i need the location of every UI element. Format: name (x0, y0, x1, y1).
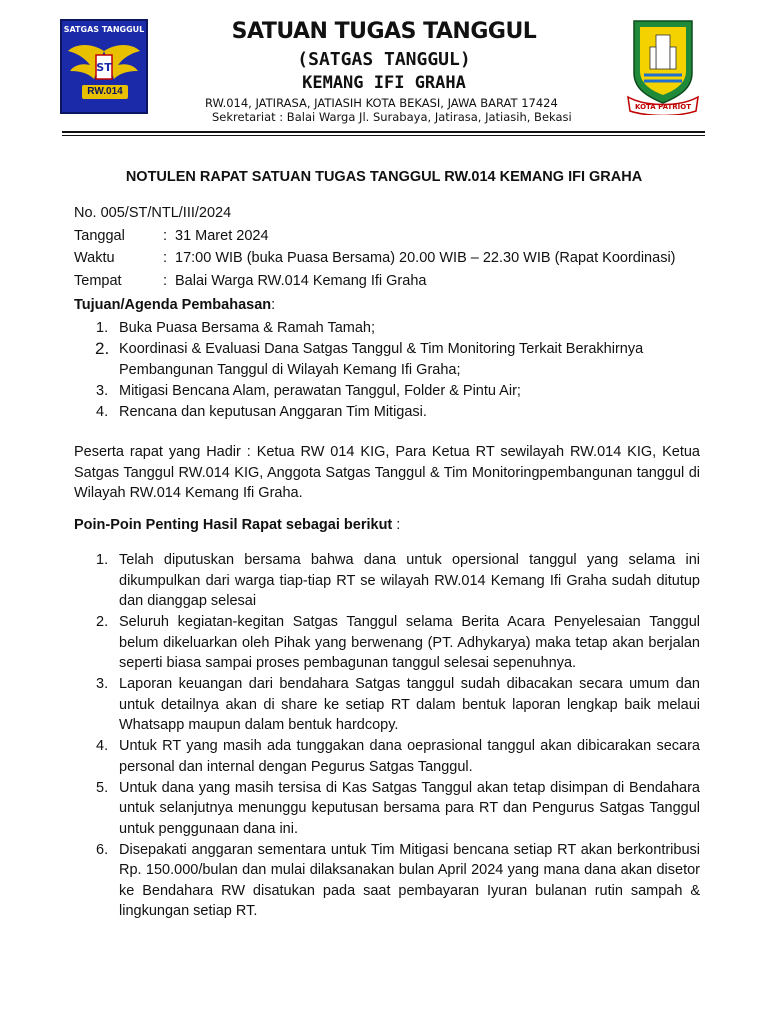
list-item (74, 381, 700, 402)
agenda-heading-text: Tujuan/Agenda Pembahasan (74, 297, 272, 313)
list-text: Koordinasi & Evaluasi Dana Satgas Tanggul & Tim Monitoring Terkait Berakhirnya Pembangunan Tanggul di Wilayah Kemang Ifi Graha; (119, 341, 644, 378)
list-number: 5. (96, 779, 109, 796)
meta-separator: : (163, 250, 168, 266)
meta-separator: : (163, 272, 168, 289)
list-text: Seluruh kegiatan-kegitan Satgas Tanggul selama Berita Acara Penyelesaian Tanggul belum dikeluarkan oleh Pihak yang berwenang (PT. Adhykarya) maka tetap akan berjalan seperti biasa sampai proses pembagunan tanggul selesai sepenuhnya. (119, 614, 700, 671)
list-number: 3. (96, 676, 109, 692)
list-number: 6. (96, 841, 109, 858)
letterhead-title: SATUAN TUGAS TANGGUL (231, 19, 537, 44)
letterhead-subtitle: (SATGAS TANGGUL) (297, 49, 471, 70)
list-number: 2. (96, 614, 109, 630)
meta-value: 17:00 WIB (buka Puasa Bersama) 20.00 WIB – 22.30 WIB (Rapat Koordinasi) (175, 250, 676, 266)
document-number: No. 005/ST/NTL/III/2024 (74, 205, 232, 221)
letterhead-secretariat: Sekretariat : Balai Warga Jl. Surabaya, Jatirasa, Jatiasih, Bekasi (212, 110, 572, 124)
points-heading-colon: : (392, 517, 401, 533)
letterhead-address: RW.014, JATIRASA, JATIASIH KOTA BEKASI, JAWA BARAT 17424 (205, 96, 558, 110)
agenda-heading-colon: : (271, 297, 276, 313)
list-item (74, 318, 700, 339)
participants-paragraph: Peserta rapat yang Hadir : Ketua RW 014 KIG, Para Ketua RT sewilayah RW.014 KIG, Ketua Satgas Tanggul RW.014 KIG, Anggota Satgas Tanggul & Tim Monitoringpembangunan tanggul di Wilayah RW.014 Kemang Ifi Graha. (74, 444, 700, 501)
points-heading-text: Poin-Poin Penting Hasil Rapat sebagai berikut (74, 517, 393, 533)
letterhead-divider (62, 131, 705, 133)
points-heading (74, 517, 400, 533)
list-item (74, 339, 700, 380)
meta-separator: : (163, 227, 168, 244)
svg-text:ST: ST (96, 61, 112, 74)
list-number: 1. (96, 552, 109, 568)
list-text: Rencana dan keputusan Anggaran Tim Mitigasi. (119, 403, 427, 420)
list-item (74, 550, 700, 612)
satgas-logo-label: SATGAS TANGGUL (63, 25, 145, 34)
list-item (74, 778, 700, 840)
letterhead-divider-thin (62, 135, 705, 136)
list-text: Untuk RT yang masih ada tunggakan dana oeprasional tanggul akan dibicarakan secara personal dan internal dengan Pegurus Satgas Tanggul. (119, 738, 700, 775)
list-number: 4. (96, 403, 109, 420)
list-item (74, 612, 700, 674)
meta-value: Balai Warga RW.014 Kemang Ifi Graha (175, 272, 427, 289)
list-text: Mitigasi Bencana Alam, perawatan Tanggul, Folder & Pintu Air; (119, 382, 521, 399)
list-number: 1. (96, 320, 109, 336)
meta-key: Tanggal (74, 227, 125, 244)
list-number: 2. (95, 339, 110, 358)
list-text: Laporan keuangan dari bendahara Satgas tanggul sudah dibacakan secara umum dan untuk detailnya akan di share ke setiap RT dalam bentuk laporan lengkap baik melaui Whatsapp maupun dalam bentuk hardcopy. (119, 676, 700, 733)
list-item (74, 402, 700, 423)
list-item (74, 674, 700, 736)
list-number: 3. (96, 382, 109, 399)
letterhead-organization: KEMANG IFI GRAHA (302, 73, 466, 93)
list-text: Untuk dana yang masih tersisa di Kas Satgas Tanggul akan tetap disimpan di Bendahara untuk selanjutnya menunggu keputusan bersama para RT dan Pengurus Satgas Tanggul untuk penggunaan dana ini. (119, 779, 700, 837)
list-number: 4. (96, 738, 109, 754)
points-list (74, 550, 700, 922)
agenda-list (74, 318, 700, 423)
list-text: Buka Puasa Bersama & Ramah Tamah; (119, 320, 376, 336)
agenda-heading (74, 297, 275, 313)
meta-key: Waktu (74, 250, 115, 266)
meta-value: 31 Maret 2024 (175, 227, 269, 244)
meta-key: Tempat (74, 272, 122, 289)
list-text: Disepakati anggaran sementara untuk Tim Mitigasi bencana setiap RT akan berkontribusi Rp. 150.000/bulan dan mulai dilaksanakan bulan April 2024 yang mana dana akan disetor ke Bendahara RW disatukan pada saat pembayaran Iyuran bulanan rutin sampah & lingkungan setiap RT. (119, 841, 700, 919)
list-item (74, 736, 700, 777)
satgas-logo-badge: RW.014 (82, 85, 128, 99)
list-text: Telah diputuskan bersama bahwa dana untuk opersional tanggul yang selama ini dikumpulkan dari warga tiap-tiap RT se wilayah RW.014 Kemang Ifi Graha sudah ditutup dan dianggap selesai (119, 552, 700, 609)
crest-ribbon-text: KOTA PATRIOT (634, 103, 692, 111)
document-title: NOTULEN RAPAT SATUAN TUGAS TANGGUL RW.014 KEMANG IFI GRAHA (125, 169, 643, 185)
list-item (74, 840, 700, 922)
